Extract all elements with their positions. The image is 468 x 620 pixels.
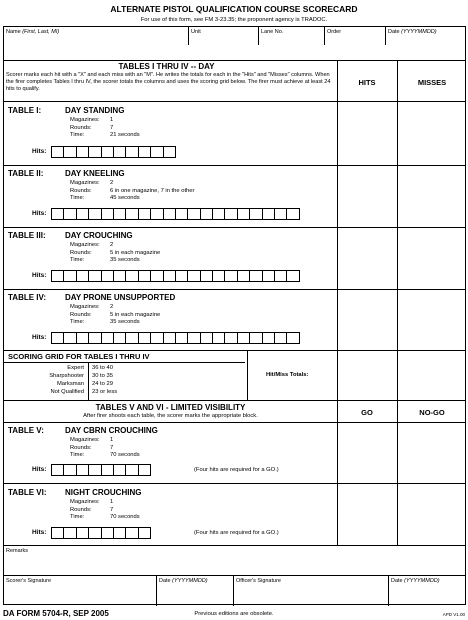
hit-boxes[interactable] — [52, 464, 151, 476]
scoring-grid-row: Expert 36 to 40 — [67, 365, 113, 371]
table-details: Magazines: 1 Rounds: 7 Time: 70 seconds — [70, 499, 140, 520]
section2-title: TABLES V AND VI - LIMITED VISIBILITY — [95, 403, 246, 412]
table-name: DAY KNEELING — [65, 169, 125, 178]
name-field[interactable] — [6, 29, 59, 35]
form-version: APD V1.00 — [442, 612, 465, 617]
obsolete-notice: Previous editions are obsolete. — [194, 611, 274, 617]
hit-boxes[interactable] — [52, 208, 300, 220]
table-label: TABLE III: — [8, 231, 46, 240]
date-label: Date — [391, 578, 403, 584]
name-field-hint: (First, Last, MI) — [22, 29, 60, 35]
table-name: DAY PRONE UNSUPPORTED — [65, 293, 176, 302]
table-details: Magazines: 2 Rounds: 5 in each magazine Time: 35 seconds — [70, 242, 161, 263]
table-name: DAY CBRN CROUCHING — [65, 426, 158, 435]
scoring-grid-title: SCORING GRID FOR TABLES I THRU IV — [8, 352, 150, 361]
go-column-header: GO — [361, 408, 373, 417]
hits-label: Hits: — [32, 529, 47, 536]
officer-signature-field[interactable]: Officer's Signature — [236, 578, 281, 584]
hit-miss-totals-label: Hit/Miss Totals: — [266, 372, 309, 378]
misses-column-header: MISSES — [417, 78, 447, 87]
table-details: Magazines: 1 Rounds: 7 Time: 70 seconds — [70, 437, 140, 458]
table-label: TABLE II: — [8, 169, 44, 178]
table-name: NIGHT CROUCHING — [65, 488, 142, 497]
table-label: TABLE I: — [8, 106, 42, 115]
go-requirement-note: (Four hits are required for a GO.) — [194, 467, 279, 473]
date-label: Date — [159, 578, 171, 584]
hits-column-header: HITS — [358, 78, 376, 87]
name-field-label: Name — [6, 29, 21, 35]
hit-boxes[interactable] — [52, 270, 300, 282]
officer-date-field[interactable] — [391, 578, 440, 584]
form-number: DA FORM 5704-R, SEP 2005 — [3, 609, 109, 618]
section1-instructions: Scorer marks each hit with a "X" and each miss with an "M". He writes the totals for each in the "Hits" and "Misses" columns. When the firer completes Tables I thru IV, the scorer totals the columns and uses the scoring grid below. The firer must achieve at least 24 hits to qualify. — [6, 72, 331, 93]
table-label: TABLE VI: — [8, 488, 47, 497]
table-details: Magazines: 1 Rounds: 7 Time: 21 seconds — [70, 117, 140, 138]
scorer-date-field[interactable] — [159, 578, 208, 584]
hit-boxes[interactable] — [52, 332, 300, 344]
hits-label: Hits: — [32, 148, 47, 155]
scorer-signature-field[interactable]: Scorer's Signature — [6, 578, 52, 584]
hit-boxes[interactable] — [52, 527, 151, 539]
hit-boxes[interactable] — [52, 146, 176, 158]
date-field-label: Date — [388, 29, 400, 35]
hits-label: Hits: — [32, 272, 47, 279]
form-title: ALTERNATE PISTOL QUALIFICATION COURSE SCORECARD — [110, 4, 358, 14]
remarks-field[interactable]: Remarks — [6, 548, 29, 554]
go-requirement-note: (Four hits are required for a GO.) — [194, 530, 279, 536]
scoring-grid-row: Not Qualified 23 or less — [50, 389, 118, 395]
section2-instructions: After firer shoots each table, the scorer marks the appropriate block. — [83, 413, 258, 419]
table-details: Magazines: 2 Rounds: 6 in one magazine, 7 in the other Time: 45 seconds — [70, 180, 195, 201]
hits-label: Hits: — [32, 466, 47, 473]
scoring-grid-row: Marksman 24 to 29 — [56, 381, 113, 387]
nogo-column-header: NO-GO — [419, 408, 445, 417]
table-name: DAY CROUCHING — [65, 231, 133, 240]
date-field[interactable] — [388, 29, 437, 35]
scoring-grid-row: Sharpshooter 30 to 35 — [49, 373, 113, 379]
unit-field[interactable]: Unit — [191, 29, 201, 35]
table-label: TABLE V: — [8, 426, 44, 435]
table-details: Magazines: 2 Rounds: 5 in each magazine Time: 35 seconds — [70, 304, 161, 325]
section1-title: TABLES I THRU IV -- DAY — [118, 62, 215, 71]
form-subtitle: For use of this form, see FM 3-23.35; the proponent agency is TRADOC. — [140, 17, 328, 23]
order-field[interactable]: Order — [327, 29, 342, 35]
date-hint: (YYYYMMDD) — [172, 578, 208, 584]
table-label: TABLE IV: — [8, 293, 47, 302]
hits-label: Hits: — [32, 334, 47, 341]
hits-label: Hits: — [32, 210, 47, 217]
date-hint: (YYYYMMDD) — [404, 578, 440, 584]
table-name: DAY STANDING — [65, 106, 125, 115]
lane-field[interactable]: Lane No. — [261, 29, 284, 35]
scorecard-form — [3, 26, 466, 605]
date-field-hint: (YYYYMMDD) — [401, 29, 437, 35]
